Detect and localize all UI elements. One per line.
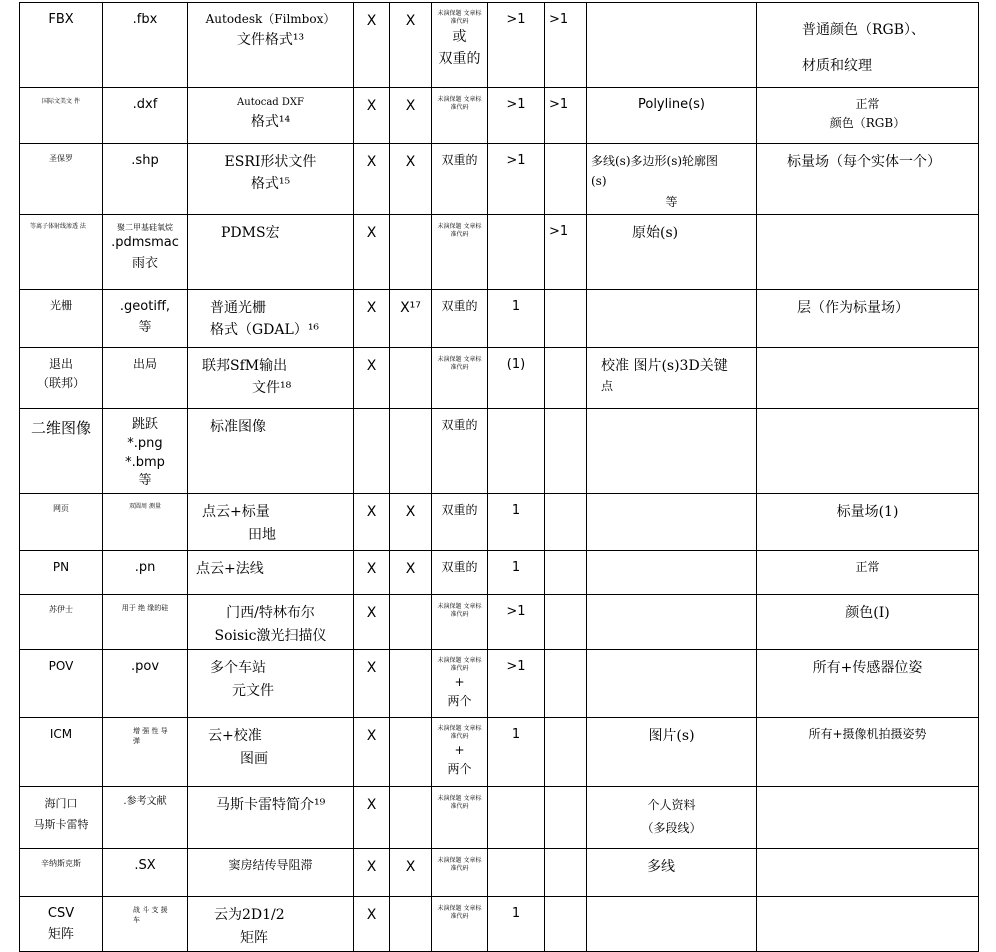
attributes: 所有+传感器位姿 [757,650,979,718]
table-row [20,494,979,551]
table-row [20,787,979,849]
save-mark [390,650,432,718]
table-row [20,3,979,88]
attributes [757,347,979,408]
geometry: 图片(s) [587,718,757,787]
format-extension: 双圆周 测量 [103,494,188,551]
encoding: 未演保题 文章标准代码 + 两个 [432,718,488,787]
save-mark [390,347,432,408]
format-description: 门西/特林布尔 Soisic激光扫描仪 [188,595,354,650]
count-a: >1 [488,87,545,143]
save-mark [390,408,432,493]
format-extension: .pn [103,551,188,595]
save-mark: X [390,494,432,551]
table-row [20,650,979,718]
format-extension: .fbx [103,3,188,88]
open-mark: X [354,494,390,551]
format-extension: .pov [103,650,188,718]
attributes: 层（作为标量场） [757,289,979,347]
save-mark: X [390,551,432,595]
open-mark: X [354,849,390,897]
save-mark [390,787,432,849]
format-description: 多个车站 元文件 [188,650,354,718]
format-extension: 战 斗 支 援车 [103,897,188,952]
format-extension: .dxf [103,87,188,143]
encoding: 双重的 [432,289,488,347]
open-mark: X [354,650,390,718]
format-name: 苏伊士 [20,595,103,650]
save-mark [390,214,432,289]
count-b [545,408,587,493]
format-extension: .SX [103,849,188,897]
open-mark: X [354,897,390,952]
table-row [20,408,979,493]
format-name: 二维图像 [20,408,103,493]
save-mark: X [390,143,432,214]
attributes [757,787,979,849]
geometry [587,650,757,718]
geometry: 原始(s) [587,214,757,289]
format-description: PDMS宏 [188,214,354,289]
count-a: 1 [488,718,545,787]
format-description: ESRI形状文件 格式¹⁵ [188,143,354,214]
encoding: 未演保题 文章标准代码 或 双重的 [432,3,488,88]
table-row [20,849,979,897]
format-extension: .geotiff, 等 [103,289,188,347]
count-a: 1 [488,897,545,952]
table-row [20,551,979,595]
format-name: CSV 矩阵 [20,897,103,952]
format-name: POV [20,650,103,718]
format-description: 云+校准 图画 [188,718,354,787]
format-name: 圣保罗 [20,143,103,214]
count-b [545,143,587,214]
geometry: 多线(s)多边形(s)轮廓图 (s) 等 [587,143,757,214]
attributes: 正常 [757,551,979,595]
encoding: 未演保题 文章标准代码 [432,87,488,143]
format-extension: 跳跃 *.png *.bmp 等 [103,408,188,493]
open-mark: X [354,214,390,289]
format-extension: 聚二甲基硅氧烷 .pdmsmac 雨衣 [103,214,188,289]
format-description: Autocad DXF 格式¹⁴ [188,87,354,143]
count-a [488,214,545,289]
format-description: 马斯卡雷特简介¹⁹ [188,787,354,849]
open-mark: X [354,87,390,143]
format-name: PN [20,551,103,595]
count-a: 1 [488,289,545,347]
save-mark [390,595,432,650]
format-extension: 出局 [103,347,188,408]
save-mark: X [390,3,432,88]
open-mark: X [354,595,390,650]
count-a: (1) [488,347,545,408]
count-b [545,595,587,650]
count-a [488,787,545,849]
table-row [20,143,979,214]
encoding: 未演保题 文章标准代码 [432,595,488,650]
count-b [545,289,587,347]
format-name: 光栅 [20,289,103,347]
count-a: 1 [488,494,545,551]
attributes: 颜色(I) [757,595,979,650]
count-b [545,849,587,897]
format-extension: .shp [103,143,188,214]
encoding: 未演保题 文章标准代码 + 两个 [432,650,488,718]
count-a [488,849,545,897]
count-b [545,347,587,408]
format-description: Autodesk（Filmbox） 文件格式¹³ [188,3,354,88]
geometry: 个人资料 （多段线） [587,787,757,849]
geometry: 多线 [587,849,757,897]
format-description: 联邦SfM输出 文件¹⁸ [188,347,354,408]
count-b [545,494,587,551]
geometry: 校准 图片(s)3D关键 点 [587,347,757,408]
open-mark: X [354,3,390,88]
count-a [488,408,545,493]
format-name: 退出 （联邦） [20,347,103,408]
format-extension: .参考文献 [103,787,188,849]
format-description: 窦房结传导阻滞 [188,849,354,897]
encoding: 双重的 [432,551,488,595]
count-a: >1 [488,595,545,650]
open-mark: X [354,787,390,849]
count-b [545,551,587,595]
table-row [20,718,979,787]
count-a: 1 [488,551,545,595]
format-extension: 用于 绝 缘的硅 [103,595,188,650]
encoding: 未演保题 文章标准代码 [432,214,488,289]
encoding: 未演保题 文章标准代码 [432,787,488,849]
attributes: 正常 颜色（RGB） [757,87,979,143]
count-b: >1 [545,87,587,143]
encoding: 双重的 [432,408,488,493]
format-name: 辛纳斯克斯 [20,849,103,897]
save-mark: X [390,849,432,897]
format-extension: 增 强 性 导弹 [103,718,188,787]
format-name: 海门口 马斯卡雷特 [20,787,103,849]
format-description: 点云+法线 [188,551,354,595]
encoding: 未演保题 文章标准代码 [432,849,488,897]
save-mark: X¹⁷ [390,289,432,347]
encoding: 双重的 [432,143,488,214]
attributes [757,214,979,289]
geometry [587,897,757,952]
encoding: 未演保题 文章标准代码 [432,347,488,408]
save-mark: X [390,87,432,143]
table-row [20,214,979,289]
format-name: 国际文美文 件 [20,87,103,143]
format-name: FBX [20,3,103,88]
open-mark [354,408,390,493]
attributes [757,897,979,952]
geometry [587,595,757,650]
format-description: 点云+标量 田地 [188,494,354,551]
open-mark: X [354,143,390,214]
format-description: 云为2D1/2 矩阵 [188,897,354,952]
count-b [545,897,587,952]
attributes: 标量场（每个实体一个） [757,143,979,214]
count-b [545,787,587,849]
count-a: >1 [488,3,545,88]
table-row [20,897,979,952]
format-name: ICM [20,718,103,787]
geometry [587,289,757,347]
open-mark: X [354,718,390,787]
format-table [19,2,979,952]
count-a: >1 [488,143,545,214]
format-name: 等离子体射线渗透 法 [20,214,103,289]
format-description: 标准图像 [188,408,354,493]
table-row [20,289,979,347]
geometry [587,551,757,595]
count-b [545,650,587,718]
geometry [587,494,757,551]
open-mark: X [354,551,390,595]
count-b [545,718,587,787]
geometry: Polyline(s) [587,87,757,143]
table-row [20,87,979,143]
attributes: 标量场(1) [757,494,979,551]
table-row [20,595,979,650]
open-mark: X [354,347,390,408]
encoding: 未演保题 文章标准代码 [432,897,488,952]
save-mark [390,718,432,787]
open-mark: X [354,289,390,347]
format-name: 网页 [20,494,103,551]
count-a: >1 [488,650,545,718]
table-row [20,347,979,408]
count-b: >1 [545,214,587,289]
attributes [757,849,979,897]
attributes: 所有+摄像机拍摄姿势 [757,718,979,787]
encoding: 双重的 [432,494,488,551]
attributes: 普通颜色（RGB）、 材质和纹理 [757,3,979,88]
format-description: 普通光栅 格式（GDAL）¹⁶ [188,289,354,347]
count-b: >1 [545,3,587,88]
geometry [587,408,757,493]
attributes [757,408,979,493]
save-mark [390,897,432,952]
geometry [587,3,757,88]
